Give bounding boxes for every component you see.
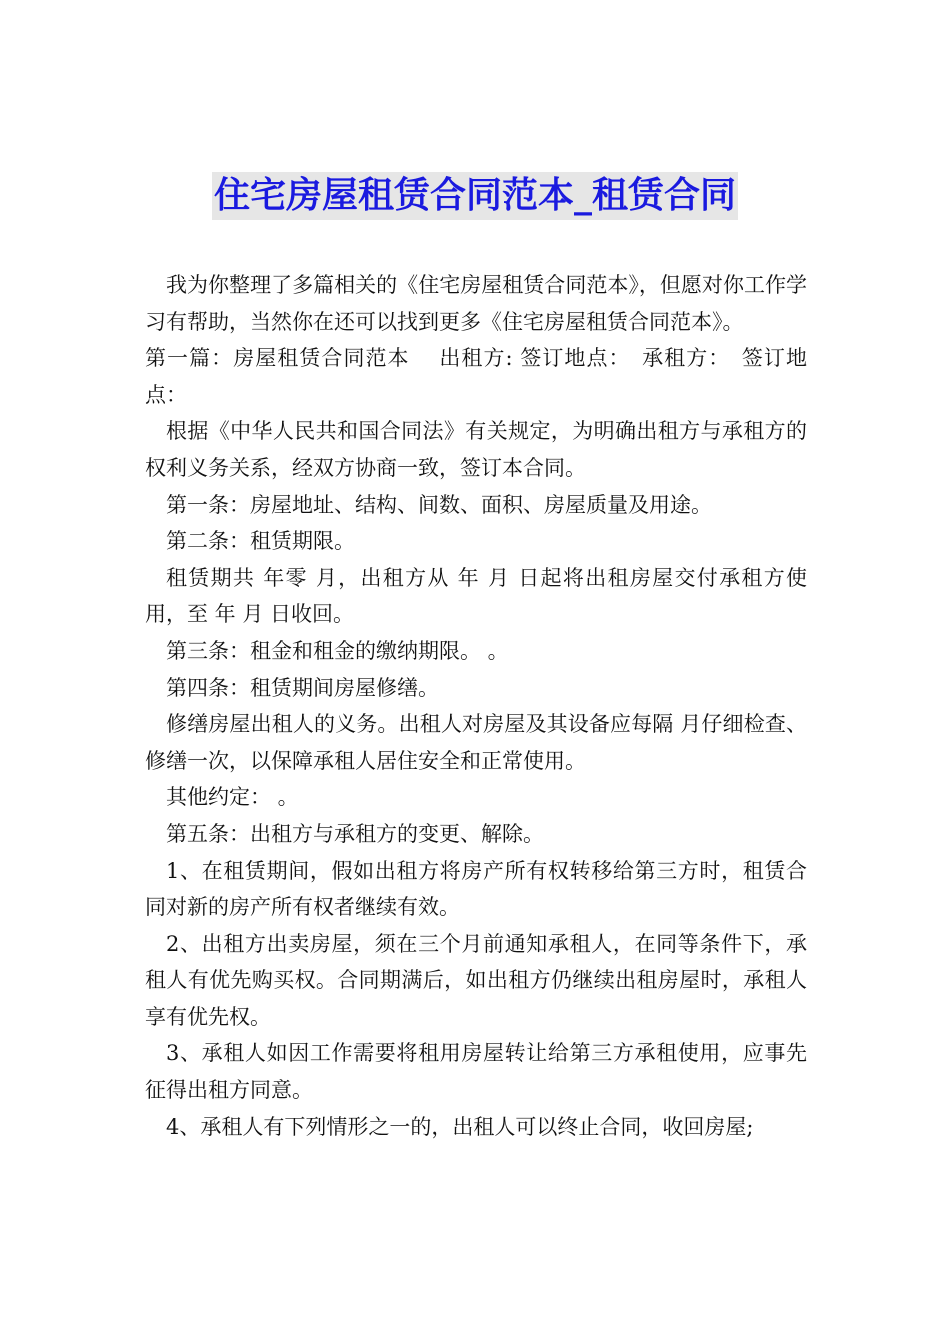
article-heading: 第三条：租金和租金的缴纳期限。 。 [166,638,509,663]
article-heading: 第五条：出租方与承租方的变更、解除。 [166,821,544,846]
list-item: 2、出租方出卖房屋，须在三个月前通知承租人，在同等条件下，承租人有优先购买权。合同期满后，如出租方仍继续出租房屋时，承租人享有优先权。 [145,931,807,1029]
title-container [0,172,950,220]
body-paragraph: 租赁期共 年零 月，出租方从 年 月 日起将出租房屋交付承租方使用，至 年 月 日收回。 [145,565,807,627]
section-heading-paragraph: 第一篇：房屋租赁合同范本 出租方: 签订地点： 承租方： 签订地点： [145,346,807,407]
article-heading: 第二条：租赁期限。 [166,529,355,554]
body-paragraph: 其他约定： 。 [166,785,299,810]
body-paragraph: 根据《中华人民共和国合同法》有关规定，为明确出租方与承租方的权利义务关系，经双方协商一致，签订本合同。 [145,419,807,480]
article-heading: 第四条：租赁期间房屋修缮。 [166,675,439,700]
list-item: 1、在租赁期间，假如出租方将房产所有权转移给第三方时，租赁合同对新的房产所有权者继续有效。 [145,858,807,920]
body-paragraph: 修缮房屋出租人的义务。出租人对房屋及其设备应每隔 月仔细检查、修缮一次，以保障承租人居住安全和正常使用。 [145,712,807,773]
document-title: 住宅房屋租赁合同范本_租赁合同 [212,172,738,220]
list-item: 3、承租人如因工作需要将租用房屋转让给第三方承租使用，应事先征得出租方同意。 [145,1041,807,1103]
list-item: 4、承租人有下列情形之一的，出租人可以终止合同，收回房屋; [166,1114,754,1139]
document-body [145,267,807,1145]
intro-paragraph: 我为你整理了多篇相关的《住宅房屋租赁合同范本》，但愿对你工作学习有帮助，当然你在还可以找到更多《住宅房屋租赁合同范本》。 [145,273,807,334]
article-heading: 第一条：房屋地址、结构、间数、面积、房屋质量及用途。 [166,492,712,517]
